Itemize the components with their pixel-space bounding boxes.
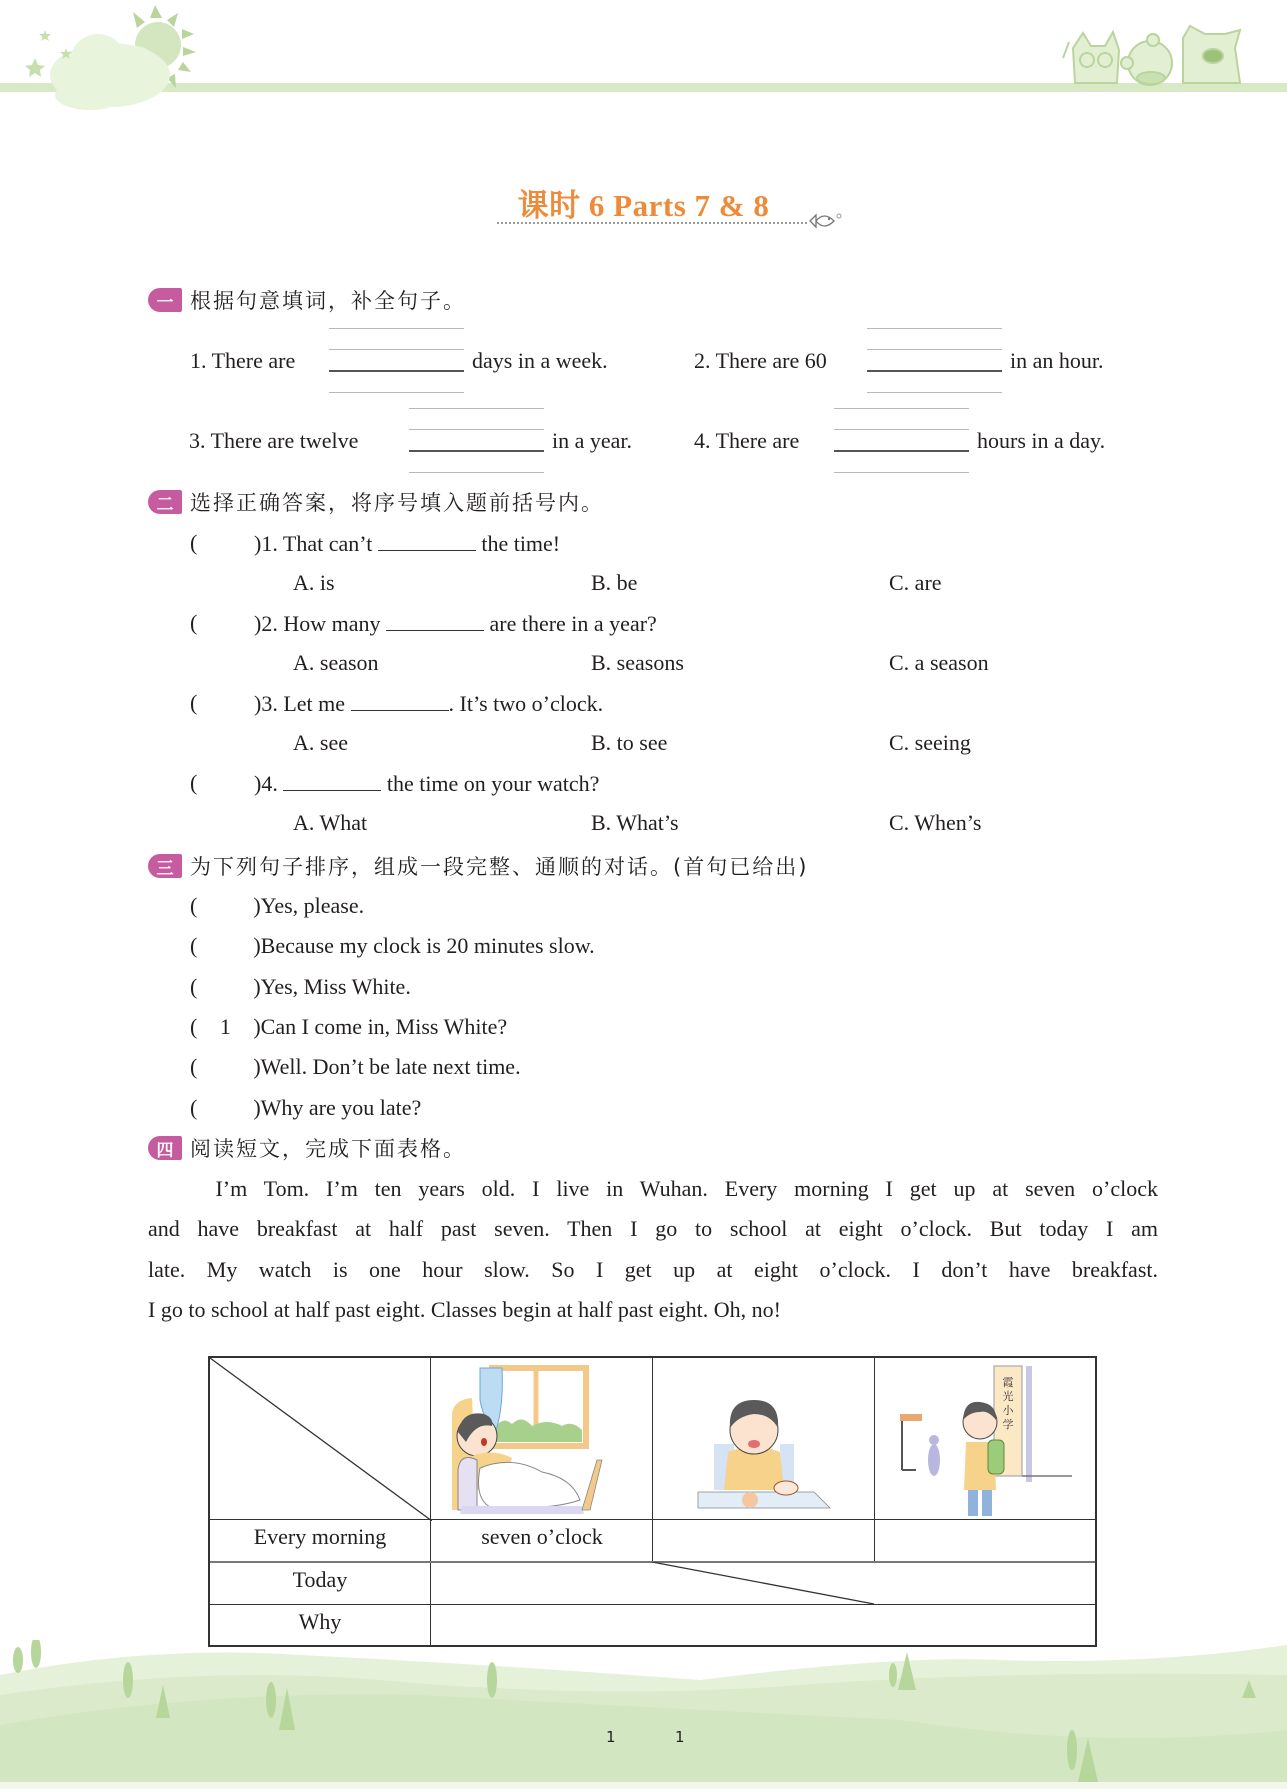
boy-waking-up-image [432,1360,650,1518]
dialogue-item: ( )Why are you late? [190,1095,422,1120]
section-instruction: 根据句意填词，补全句子。 [190,289,466,313]
question-text: 1. That can’t [261,531,373,556]
passage-line: and have breakfast at half past seven. Then I go to school at eight o’clock. But today I am [148,1216,1158,1241]
dialogue-item: ( 1 )Can I come in, Miss White? [190,1014,508,1039]
option-a: A. is [293,570,335,595]
option-c: C. are [889,570,942,595]
answer-blank [283,770,381,791]
question-text: 4. [261,771,278,796]
answer-paren-open: ( [190,610,198,635]
option-c: C. a season [889,650,989,675]
option-b: B. be [591,570,638,595]
fish-icon [808,209,844,233]
option-b: B. What’s [591,810,679,835]
section-badge: 三 [148,854,182,878]
question-text: 2. How many [261,611,381,636]
row-label-today: Today [292,1567,348,1592]
question-text: 3. Let me [261,691,346,716]
section-3-header [148,852,808,880]
question-text-end: the time on your watch? [386,771,600,796]
pig-icon [1183,26,1240,83]
cell-today-getup[interactable] [432,1563,652,1603]
passage-line: I’m Tom. I’m ten years old. I live in Wuhan. Every morning I get up at seven o’clock [148,1176,1158,1201]
column-divider [652,1358,653,1562]
section-badge: 四 [148,1136,182,1160]
passage-line: late. My watch is one hour slow. So I get up at eight o’clock. I don’t have breakfast. [148,1257,1158,1282]
option-a: A. season [293,650,379,675]
option-a: A. What [293,810,368,835]
header-diagonal [210,1358,432,1521]
answer-paren-close: ) [254,531,262,556]
school-sign-char-2: 光 [1002,1390,1014,1403]
order-slot[interactable]: 1 [219,1014,231,1039]
fill-question-1-suffix: days in a week. [472,348,608,373]
dialogue-text: Yes, Miss White. [260,974,411,999]
cell-today-school[interactable] [876,1563,1095,1603]
boy-arriving-at-school-image [876,1360,1094,1518]
section-instruction: 选择正确答案，将序号填入题前括号内。 [190,491,604,515]
cloud-sun-decoration [0,0,200,115]
option-b: B. seasons [591,650,684,675]
fill-question-1-prefix: 1. There are [190,348,296,373]
mc-question-4 [254,770,599,797]
option-c: C. seeing [889,730,971,755]
question-text-end: are there in a year? [489,611,657,636]
school-sign-char-1: 霞 [1002,1376,1014,1389]
cat-icon [1063,32,1119,83]
row-label-why: Why [298,1609,342,1634]
school-sign-char-4: 学 [1002,1418,1014,1431]
dialogue-item: ( )Yes, Miss White. [190,974,411,999]
option-c: C. When’s [889,810,982,835]
page-number-right: 1 [675,1728,685,1746]
section-4-header [148,1134,466,1162]
question-text-end: the time! [481,531,561,556]
column-divider [874,1358,875,1562]
row-label-every-morning: Every morning [253,1524,387,1549]
mc-answer-slot-2[interactable] [204,608,254,636]
question-text-end: . It’s two o’clock. [448,691,604,716]
dialogue-item: ( )Because my clock is 20 minutes slow. [190,933,595,958]
cell-why-answer[interactable] [432,1606,1095,1644]
dialogue-item: ( )Yes, please. [190,893,365,918]
dialogue-text: Well. Don’t be late next time. [260,1054,521,1079]
mc-question-2 [254,610,657,637]
option-b: B. to see [591,730,668,755]
dialogue-item: ( )Well. Don’t be late next time. [190,1054,521,1079]
dialogue-text: Yes, please. [260,893,365,918]
cell-every-morning-breakfast[interactable] [654,1521,874,1561]
mc-answer-slot-4[interactable] [204,768,254,796]
answer-paren-close: ) [254,691,262,716]
school-sign-char-3: 小 [1002,1404,1014,1417]
mc-question-3 [254,690,603,717]
crossed-out-cell-diagonal [652,1562,876,1605]
fill-question-4-prefix: 4. There are [694,428,800,453]
answer-paren-open: ( [190,770,198,795]
answer-blank [351,690,449,711]
fill-question-3-suffix: in a year. [552,428,633,453]
cell-every-morning-school[interactable] [876,1521,1095,1561]
fill-question-2-prefix: 2. There are 60 [694,348,827,373]
section-badge: 二 [148,490,182,514]
answer-paren-open: ( [190,530,198,555]
answer-paren-open: ( [190,690,198,715]
mc-answer-slot-3[interactable] [204,688,254,716]
reading-table [208,1356,1097,1647]
boy-eating-breakfast-image [654,1360,872,1518]
answer-paren-close: ) [254,771,262,796]
title-underline [497,222,807,224]
section-instruction: 阅读短文，完成下面表格。 [190,1137,466,1161]
dialogue-text: Can I come in, Miss White? [260,1014,508,1039]
page-number-left: 1 [606,1728,616,1746]
section-instruction: 为下列句子排序，组成一段完整、通顺的对话。(首句已给出) [190,855,809,879]
fill-question-2-suffix: in an hour. [1010,348,1104,373]
answer-blank [378,530,476,551]
answer-paren-close: ) [254,611,262,636]
fill-question-4-suffix: hours in a day. [977,428,1106,453]
section-2-header [148,488,604,516]
monkey-icon [1121,34,1172,85]
cell-every-morning-getup: seven o’clock [481,1524,603,1549]
answer-blank [386,610,484,631]
passage-line: I go to school at half past eight. Classes begin at half past eight. Oh, no! [148,1297,781,1322]
mc-question-1 [254,530,560,557]
dialogue-text: Because my clock is 20 minutes slow. [260,933,595,958]
section-badge: 一 [148,288,182,312]
option-a: A. see [293,730,348,755]
column-divider [430,1358,431,1645]
mc-answer-slot-1[interactable] [204,528,254,556]
row-divider [210,1519,1095,1520]
dialogue-text: Why are you late? [260,1095,422,1120]
fill-question-3-prefix: 3. There are twelve [189,428,359,453]
lesson-title: 课时 6 Parts 7 & 8 [517,188,770,223]
animal-friends-decoration [1055,18,1255,88]
section-1-header [148,286,466,314]
hills-decoration [0,1640,1287,1789]
